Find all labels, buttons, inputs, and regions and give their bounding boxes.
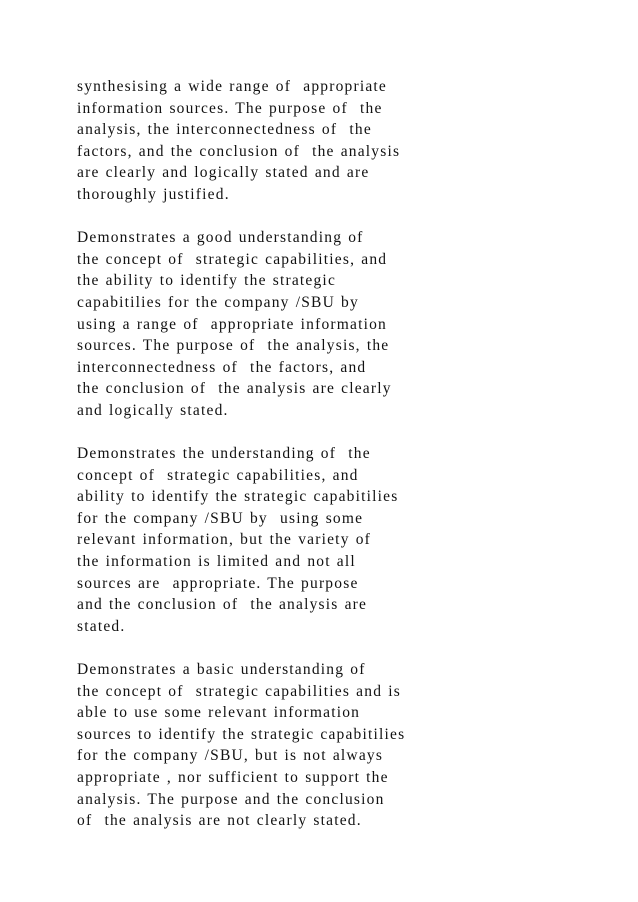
text-line: able to use some relevant information: [77, 704, 361, 722]
text-line: the information is limited and not all: [77, 553, 356, 571]
text-line: thoroughly justified.: [77, 185, 230, 203]
text-line: Demonstrates a good understanding of: [77, 229, 364, 247]
text-line: and logically stated.: [77, 401, 229, 419]
text-line: appropriate , nor sufficient to support the: [77, 769, 389, 786]
document-body: [77, 76, 617, 853]
paragraph-good-criteria: [77, 227, 617, 421]
text-line: Demonstrates a basic understanding of: [77, 661, 366, 679]
text-line: ability to identify the strategic capabitilies: [77, 488, 399, 506]
text-line: the ability to identify the strategic: [77, 272, 337, 290]
text-line: the concept of strategic capabilities, and: [77, 250, 388, 268]
text-line: sources are appropriate. The purpose: [77, 574, 359, 592]
text-line: relevant information, but the variety of: [77, 531, 372, 549]
paragraph-satisfactory-criteria: [77, 443, 617, 637]
text-line: for the company /SBU, but is not always: [77, 747, 384, 765]
text-line: analysis, the interconnectedness of the: [77, 121, 372, 139]
paragraph-basic-criteria: [77, 659, 617, 832]
text-line: sources. The purpose of the analysis, the: [77, 337, 390, 355]
text-line: concept of strategic capabilities, and: [77, 466, 359, 484]
text-line: factors, and the conclusion of the analysis: [77, 142, 401, 160]
text-line: synthesising a wide range of appropriate: [77, 78, 388, 95]
text-line: interconnectedness of the factors, and: [77, 358, 367, 376]
paragraph-excellent-criteria: [77, 76, 617, 206]
text-line: information sources. The purpose of the: [77, 99, 383, 117]
text-line: analysis. The purpose and the conclusion: [77, 790, 385, 808]
text-line: are clearly and logically stated and are: [77, 164, 370, 182]
text-line: capabitilies for the company /SBU by: [77, 293, 359, 311]
text-line: Demonstrates the understanding of the: [77, 445, 371, 463]
text-line: stated.: [77, 617, 126, 635]
text-line: for the company /SBU by using some: [77, 509, 364, 527]
text-line: the concept of strategic capabilities and is: [77, 682, 401, 700]
text-line: of the analysis are not clearly stated.: [77, 812, 362, 830]
text-line: and the conclusion of the analysis are: [77, 596, 368, 614]
text-line: the conclusion of the analysis are clearly: [77, 380, 392, 398]
text-line: using a range of appropriate information: [77, 315, 388, 333]
text-line: sources to identify the strategic capabitilies: [77, 725, 406, 743]
